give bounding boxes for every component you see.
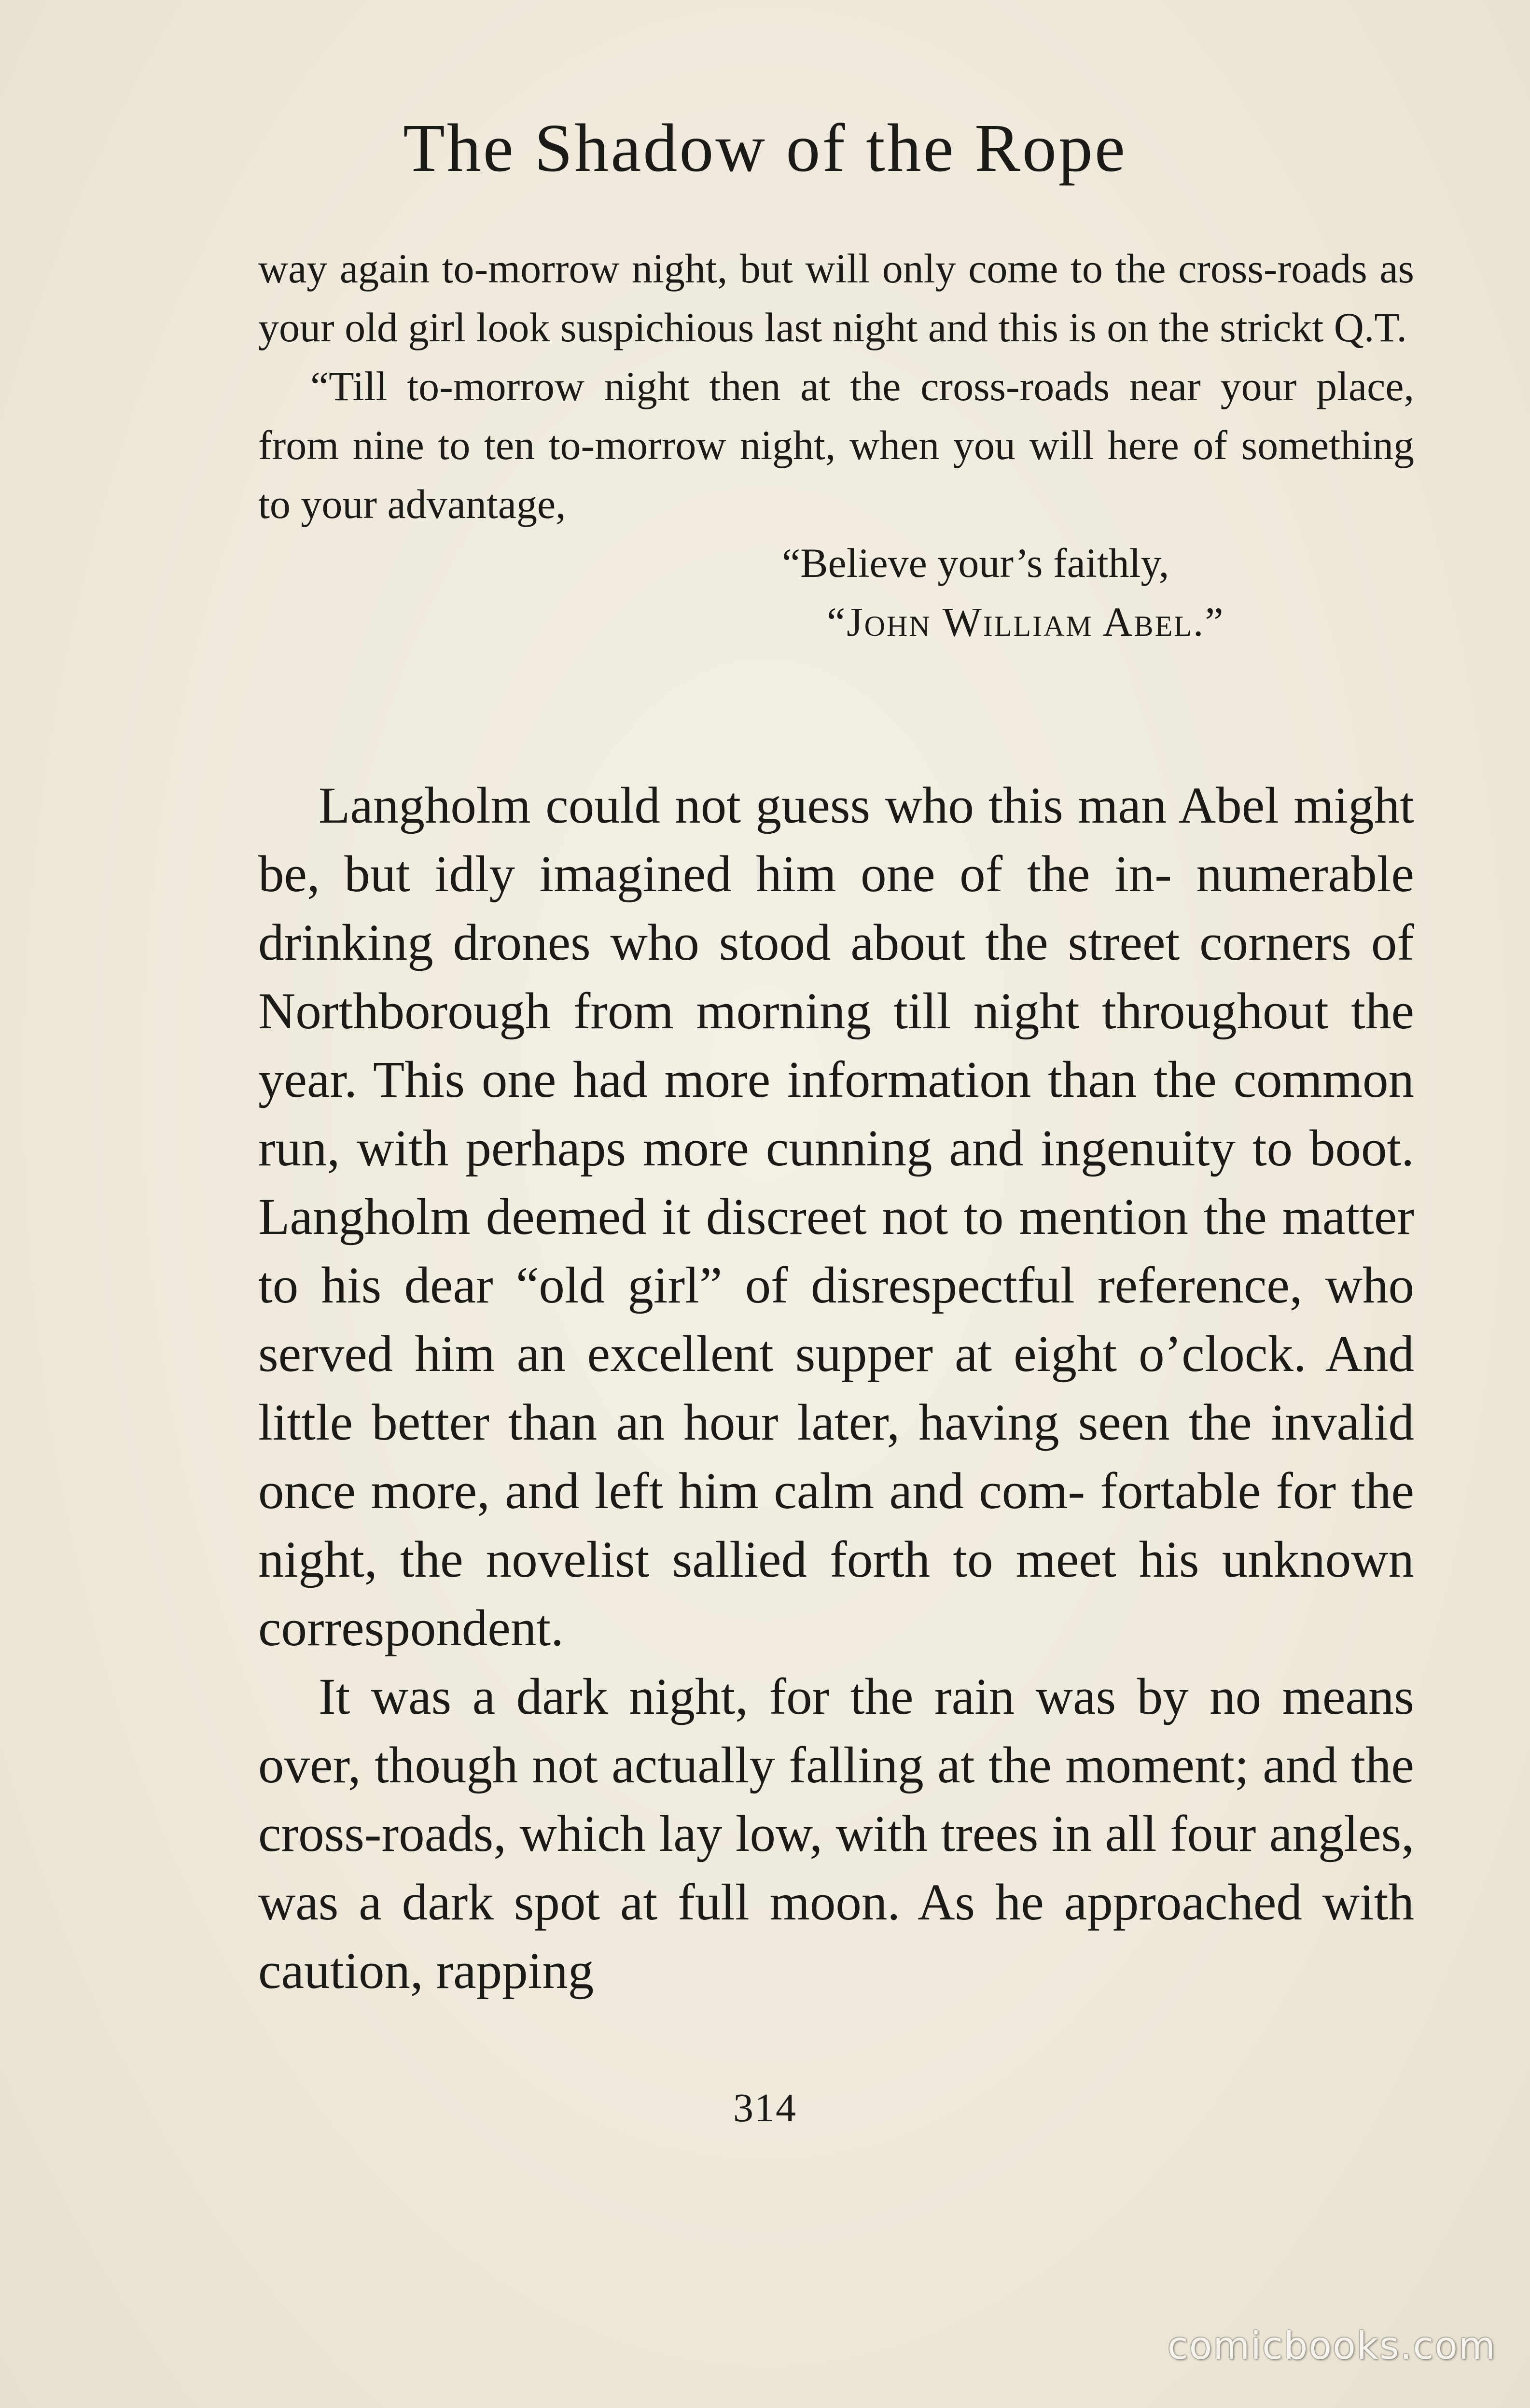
letter-closing: “Believe your’s faithly,	[782, 540, 1169, 586]
narrative-paragraph: Langholm could not guess who this man Abel might be, but idly imagined him one of the in- numerable drinking drones who stood about the street corners of Northborough from morning till night throughout the year. This one had more information than the common run, with perhaps more cunning and ingenuity to boot. Langholm deemed it discreet not to mention the matter to his dear “old girl” of disrespectful reference, who served him an excellent supper at eight o’clock. And little better than an hour later, having seen the invalid once more, and left him calm and com- fortable for the night, the novelist sallied forth to meet his unknown correspondent.	[258, 777, 1414, 1657]
narrative-block	[258, 771, 1414, 2005]
narrative-paragraph: It was a dark night, for the rain was by no means over, though not actually falling at the moment; and the cross-roads, which lay low, with trees in all four angles, was a dark spot at full moon. As he approached with caution, rapping	[258, 1668, 1414, 2000]
letter-paragraph: “Till to-morrow night then at the cross-roads near your place, from nine to ten to-morrow night, when you will here of something to your advantage,	[258, 363, 1414, 527]
page-number: 314	[733, 2086, 797, 2130]
running-head: The Shadow of the Rope	[403, 110, 1127, 186]
letter-signature: “John William Abel.”	[827, 599, 1225, 645]
letter-block	[258, 239, 1414, 651]
letter-continuation: way again to-morrow night, but will only come to the cross-roads as your old girl look suspichious last night and this is on the strickt Q.T.	[258, 245, 1414, 350]
watermark-logo: comicbooks.com	[1167, 2324, 1496, 2368]
